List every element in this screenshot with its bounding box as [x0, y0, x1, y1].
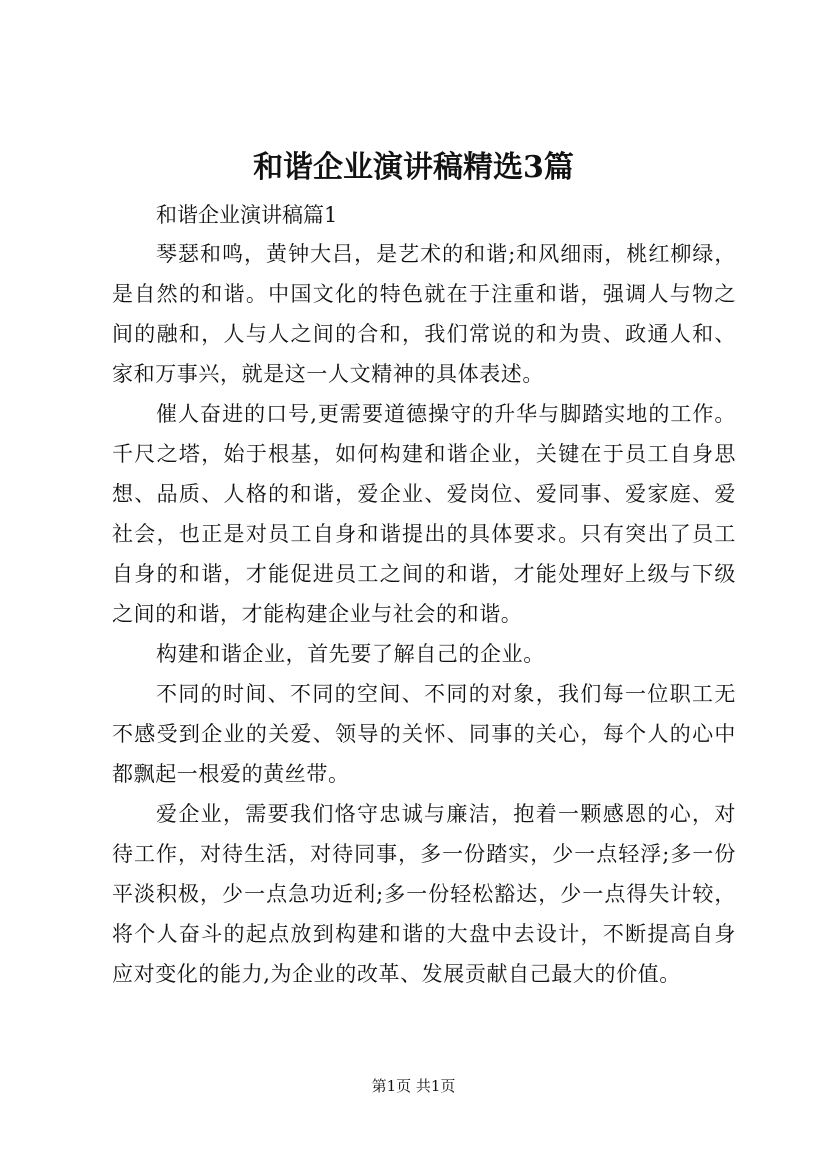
- document-title: 和谐企业演讲稿精选3篇: [253, 150, 574, 185]
- paragraph-1: 琴瑟和鸣，黄钟大吕，是艺术的和谐;和风细雨，桃红柳绿，是自然的和谐。中国文化的特色就在于注重和谐，强调人与物之间的融和，人与人之间的合和，我们常说的和为贵、政通人和、家和万事兴，就是这一人文精神的具体表述。: [112, 242, 736, 386]
- paragraph-3: 构建和谐企业，首先要了解自己的企业。: [156, 642, 545, 666]
- paragraph-2: 催人奋进的口号,更需要道德操守的升华与脚踏实地的工作。千尺之塔，始于根基，如何构建和谐企业，关键在于员工自身思想、品质、人格的和谐，爱企业、爱岗位、爱同事、爱家庭、爱社会，也正是对员工自身和谐提出的具体要求。只有突出了员工自身的和谐，才能促进员工之间的和谐，才能处理好上级与下级之间的和谐，才能构建企业与社会的和谐。: [112, 402, 736, 626]
- section-heading: 和谐企业演讲稿篇1: [156, 203, 338, 227]
- paragraph-4: 不同的时间、不同的空间、不同的对象，我们每一位职工无不感受到企业的关爱、领导的关怀、同事的关心，每个人的心中都飘起一根爱的黄丝带。: [112, 682, 736, 786]
- page-footer: 第1页 共1页: [371, 1077, 456, 1095]
- paragraph-5: 爱企业，需要我们恪守忠诚与廉洁，抱着一颗感恩的心，对待工作，对待生活，对待同事，多一份踏实，少一点轻浮;多一份平淡积极，少一点急功近利;多一份轻松豁达，少一点得失计较，将个人奋斗的起点放到构建和谐的大盘中去设计，不断提高自身应对变化的能力,为企业的改革、发展贡献自己最大的价值。: [112, 802, 736, 986]
- document-body: [112, 196, 736, 994]
